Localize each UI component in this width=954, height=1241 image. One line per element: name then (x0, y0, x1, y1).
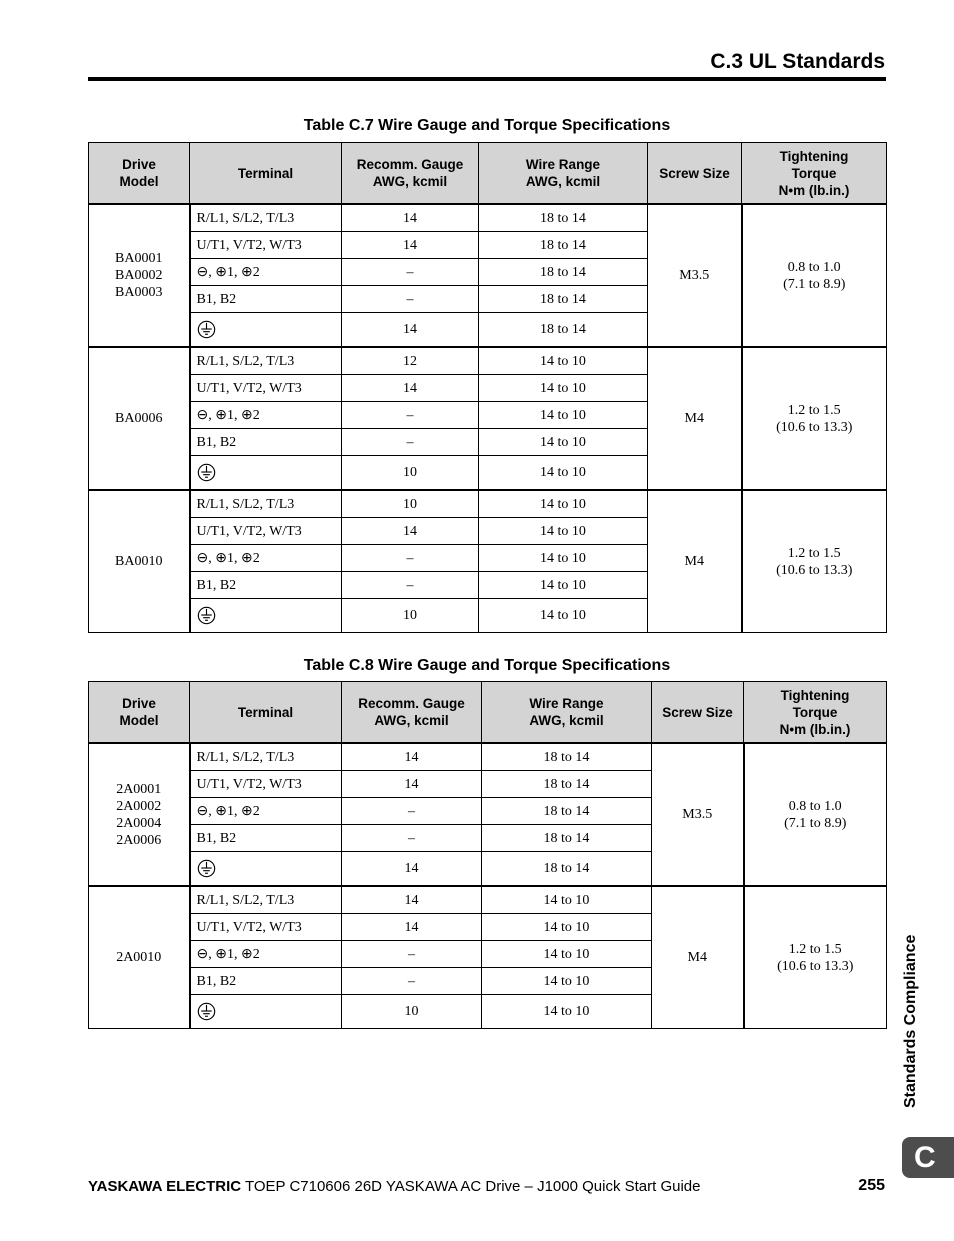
drive-model-cell: BA0001 BA0002 BA0003 (89, 204, 190, 347)
torque-cell: 1.2 to 1.5 (10.6 to 13.3) (744, 886, 887, 1029)
column-header: Terminal (190, 143, 342, 205)
gauge-cell: 14 (342, 743, 482, 771)
screw-size-cell: M4 (648, 347, 742, 490)
footer (88, 1178, 700, 1195)
wire-range-cell: 14 to 10 (482, 886, 652, 914)
ground-icon (197, 463, 216, 482)
wire-range-cell: 14 to 10 (482, 941, 652, 968)
column-header: Recomm. Gauge AWG, kcmil (342, 682, 482, 744)
wire-range-cell: 14 to 10 (482, 968, 652, 995)
page-number: 255 (858, 1177, 885, 1194)
gauge-cell: 14 (342, 518, 479, 545)
terminal-cell: ⊖, ⊕1, ⊕2 (190, 259, 342, 286)
terminal-cell: B1, B2 (190, 968, 342, 995)
gauge-cell: 14 (342, 313, 479, 348)
ground-icon (197, 1002, 216, 1021)
table-c8-title: Table C.8 Wire Gauge and Torque Specifications (303, 657, 671, 674)
gauge-cell: 14 (342, 232, 479, 259)
terminal-cell: R/L1, S/L2, T/L3 (190, 743, 342, 771)
terminal-cell: R/L1, S/L2, T/L3 (190, 886, 342, 914)
table-c7 (88, 142, 887, 633)
wire-range-cell: 18 to 14 (479, 286, 648, 313)
wire-range-cell: 14 to 10 (479, 456, 648, 491)
terminal-cell: R/L1, S/L2, T/L3 (190, 347, 342, 375)
column-header: Recomm. Gauge AWG, kcmil (342, 143, 479, 205)
gauge-cell: 14 (342, 852, 482, 887)
wire-range-cell: 14 to 10 (479, 490, 648, 518)
column-header: Terminal (190, 682, 342, 744)
wire-range-cell: 14 to 10 (479, 545, 648, 572)
gauge-cell: 10 (342, 995, 482, 1029)
torque-cell: 1.2 to 1.5 (10.6 to 13.3) (742, 490, 887, 633)
wire-range-cell: 18 to 14 (479, 259, 648, 286)
gauge-cell: – (342, 259, 479, 286)
gauge-cell: 14 (342, 375, 479, 402)
column-header: Wire Range AWG, kcmil (482, 682, 652, 744)
wire-range-cell: 14 to 10 (479, 402, 648, 429)
gauge-cell: 14 (342, 886, 482, 914)
gauge-cell: – (342, 286, 479, 313)
screw-size-cell: M3.5 (648, 204, 742, 347)
side-tab-label: Standards Compliance (902, 934, 919, 1108)
gauge-cell: – (342, 798, 482, 825)
footer-brand: YASKAWA ELECTRIC (88, 1178, 242, 1195)
column-header: Drive Model (89, 143, 190, 205)
gauge-cell: – (342, 572, 479, 599)
header-row (89, 143, 887, 205)
ground-icon (197, 606, 216, 625)
wire-range-cell: 18 to 14 (479, 204, 648, 232)
header-rule (88, 77, 886, 81)
torque-cell: 0.8 to 1.0 (7.1 to 8.9) (744, 743, 887, 886)
column-header: Tightening Torque N•m (lb.in.) (742, 143, 887, 205)
table-c8 (88, 681, 887, 1029)
terminal-cell: U/T1, V/T2, W/T3 (190, 232, 342, 259)
terminal-cell: ⊖, ⊕1, ⊕2 (190, 941, 342, 968)
terminal-cell: R/L1, S/L2, T/L3 (190, 490, 342, 518)
column-header: Screw Size (648, 143, 742, 205)
terminal-cell: ⊖, ⊕1, ⊕2 (190, 402, 342, 429)
gauge-cell: 10 (342, 456, 479, 491)
gauge-cell: 10 (342, 599, 479, 633)
table-row (89, 886, 887, 914)
gauge-cell: 12 (342, 347, 479, 375)
drive-model-cell: 2A0010 (89, 886, 190, 1029)
wire-range-cell: 14 to 10 (479, 599, 648, 633)
gauge-cell: 14 (342, 914, 482, 941)
wire-range-cell: 18 to 14 (482, 798, 652, 825)
terminal-cell: B1, B2 (190, 429, 342, 456)
footer-doc: TOEP C710606 26D YASKAWA AC Drive – J1000 Quick Start Guide (241, 1178, 701, 1195)
terminal-cell: ⊖, ⊕1, ⊕2 (190, 798, 342, 825)
table-row (89, 347, 887, 375)
gauge-cell: – (342, 429, 479, 456)
terminal-cell (190, 456, 342, 491)
terminal-cell (190, 995, 342, 1029)
wire-range-cell: 18 to 14 (479, 313, 648, 348)
terminal-cell: ⊖, ⊕1, ⊕2 (190, 545, 342, 572)
table-row (89, 743, 887, 771)
gauge-cell: – (342, 968, 482, 995)
column-header: Screw Size (652, 682, 744, 744)
gauge-cell: – (342, 941, 482, 968)
terminal-cell (190, 313, 342, 348)
column-header: Tightening Torque N•m (lb.in.) (744, 682, 887, 744)
torque-cell: 0.8 to 1.0 (7.1 to 8.9) (742, 204, 887, 347)
terminal-cell: B1, B2 (190, 825, 342, 852)
chapter-letter: C (914, 1140, 936, 1174)
gauge-cell: – (342, 402, 479, 429)
screw-size-cell: M4 (648, 490, 742, 633)
terminal-cell: U/T1, V/T2, W/T3 (190, 771, 342, 798)
ground-icon (197, 320, 216, 339)
table-row (89, 490, 887, 518)
terminal-cell: B1, B2 (190, 572, 342, 599)
wire-range-cell: 14 to 10 (479, 347, 648, 375)
terminal-cell (190, 599, 342, 633)
drive-model-cell: 2A0001 2A0002 2A0004 2A0006 (89, 743, 190, 886)
terminal-cell: B1, B2 (190, 286, 342, 313)
screw-size-cell: M4 (652, 886, 744, 1029)
torque-cell: 1.2 to 1.5 (10.6 to 13.3) (742, 347, 887, 490)
wire-range-cell: 18 to 14 (482, 743, 652, 771)
wire-range-cell: 14 to 10 (479, 518, 648, 545)
wire-range-cell: 18 to 14 (482, 771, 652, 798)
gauge-cell: – (342, 825, 482, 852)
wire-range-cell: 14 to 10 (479, 429, 648, 456)
column-header: Drive Model (89, 682, 190, 744)
table-c7-title: Table C.7 Wire Gauge and Torque Specifications (303, 117, 671, 134)
terminal-cell (190, 852, 342, 887)
wire-range-cell: 14 to 10 (479, 375, 648, 402)
column-header: Wire Range AWG, kcmil (479, 143, 648, 205)
wire-range-cell: 18 to 14 (482, 852, 652, 887)
drive-model-cell: BA0006 (89, 347, 190, 490)
drive-model-cell: BA0010 (89, 490, 190, 633)
wire-range-cell: 14 to 10 (479, 572, 648, 599)
gauge-cell: 10 (342, 490, 479, 518)
chapter-tab (902, 1137, 954, 1178)
table-row (89, 204, 887, 232)
terminal-cell: U/T1, V/T2, W/T3 (190, 914, 342, 941)
section-title: C.3 UL Standards (710, 50, 885, 73)
screw-size-cell: M3.5 (652, 743, 744, 886)
terminal-cell: U/T1, V/T2, W/T3 (190, 518, 342, 545)
gauge-cell: 14 (342, 204, 479, 232)
terminal-cell: R/L1, S/L2, T/L3 (190, 204, 342, 232)
wire-range-cell: 14 to 10 (482, 914, 652, 941)
wire-range-cell: 18 to 14 (482, 825, 652, 852)
gauge-cell: 14 (342, 771, 482, 798)
gauge-cell: – (342, 545, 479, 572)
wire-range-cell: 14 to 10 (482, 995, 652, 1029)
header-row (89, 682, 887, 744)
terminal-cell: U/T1, V/T2, W/T3 (190, 375, 342, 402)
ground-icon (197, 859, 216, 878)
wire-range-cell: 18 to 14 (479, 232, 648, 259)
